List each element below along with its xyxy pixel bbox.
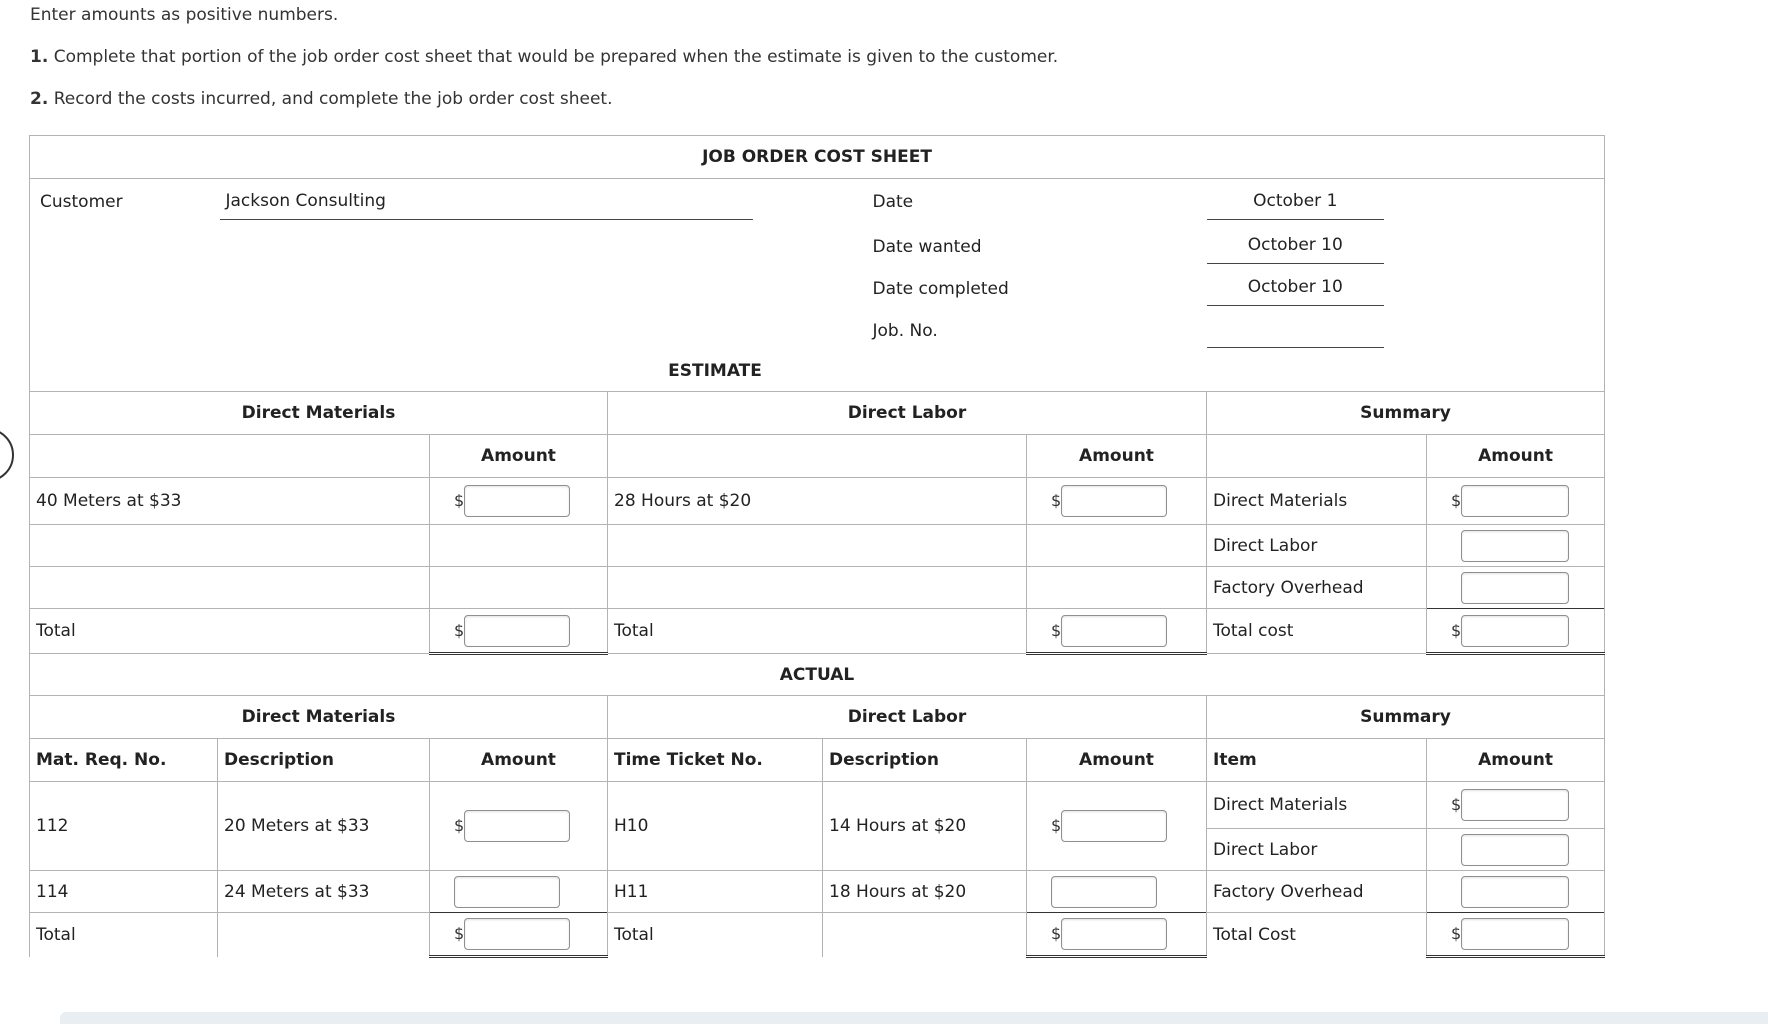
date-wanted-value: October 10 <box>1207 229 1385 264</box>
estimate-summary-total-label: Total cost <box>1207 609 1427 654</box>
instruction-2-number: 2. <box>30 89 49 109</box>
estimate-dm-amount-header: Amount <box>430 435 608 478</box>
estimate-summary-dl: Direct Labor <box>1207 525 1427 567</box>
dollar-sign: $ <box>1451 620 1462 640</box>
date-completed-value: October 10 <box>1207 271 1385 306</box>
dollar-sign: $ <box>1451 924 1462 943</box>
dollar-sign: $ <box>1051 816 1062 835</box>
instruction-1 <box>30 47 1058 67</box>
actual-dl-amount-2-input[interactable] <box>1051 876 1157 908</box>
job-order-cost-sheet <box>29 135 1605 958</box>
estimate-summary-foh-input[interactable] <box>1461 572 1569 604</box>
actual-dl-header: Direct Labor <box>608 696 1207 739</box>
customer-value: Jackson Consulting <box>220 185 753 220</box>
col-time-ticket-no: Time Ticket No. <box>608 739 823 782</box>
actual-summary-foh: Factory Overhead <box>1207 871 1427 913</box>
estimate-dl-header: Direct Labor <box>608 392 1207 435</box>
actual-dm-total-input[interactable] <box>464 918 570 950</box>
actual-mat-req-1: 112 <box>30 782 218 871</box>
actual-summary-dm: Direct Materials <box>1207 782 1427 829</box>
actual-ticket-1: H10 <box>608 782 823 871</box>
actual-title: ACTUAL <box>30 654 1605 696</box>
date-completed-label: Date completed <box>872 278 1009 299</box>
estimate-summary-amount-header: Amount <box>1427 435 1605 478</box>
estimate-dm-header: Direct Materials <box>30 392 608 435</box>
instruction-positive: Enter amounts as positive numbers. <box>30 5 339 25</box>
instruction-1-text: Complete that portion of the job order cost sheet that would be prepared when the estimate is given to the customer. <box>53 47 1059 67</box>
date-wanted-label: Date wanted <box>872 236 982 257</box>
dollar-sign: $ <box>1051 620 1062 640</box>
actual-dm-desc-2: 24 Meters at $33 <box>218 871 430 913</box>
actual-summary-header: Summary <box>1207 696 1605 739</box>
actual-dl-desc-2: 18 Hours at $20 <box>823 871 1027 913</box>
estimate-summary-dl-input[interactable] <box>1461 530 1569 562</box>
estimate-dm-total-input[interactable] <box>464 615 570 647</box>
job-no-value <box>1207 313 1385 348</box>
bottom-scroll-bar <box>60 1012 1768 1024</box>
job-no-label: Job. No. <box>872 320 938 341</box>
estimate-dl-total-label: Total <box>608 609 1027 654</box>
actual-summary-total-label: Total Cost <box>1207 913 1427 957</box>
actual-mat-req-2: 114 <box>30 871 218 913</box>
actual-dm-amount-2-input[interactable] <box>454 876 560 908</box>
estimate-dl-row1: 28 Hours at $20 <box>608 478 1027 525</box>
dollar-sign: $ <box>454 816 465 835</box>
actual-dl-amount-1-input[interactable] <box>1061 810 1167 842</box>
estimate-summary-header: Summary <box>1207 392 1605 435</box>
actual-dm-total-label: Total <box>30 913 218 957</box>
dollar-sign: $ <box>1051 491 1062 510</box>
dollar-sign: $ <box>454 491 465 510</box>
actual-dl-desc-1: 14 Hours at $20 <box>823 782 1027 871</box>
col-dm-amount: Amount <box>430 739 608 782</box>
actual-summary-dl: Direct Labor <box>1207 829 1427 871</box>
actual-summary-total-input[interactable] <box>1461 918 1569 950</box>
estimate-dl-amount-header: Amount <box>1027 435 1207 478</box>
estimate-dl-total-input[interactable] <box>1061 615 1167 647</box>
instruction-2 <box>30 89 613 109</box>
col-item: Item <box>1207 739 1427 782</box>
col-mat-req-no: Mat. Req. No. <box>30 739 218 782</box>
sheet-title: JOB ORDER COST SHEET <box>30 136 1605 179</box>
col-dl-description: Description <box>823 739 1027 782</box>
col-dm-description: Description <box>218 739 430 782</box>
estimate-dm-amount-input[interactable] <box>464 485 570 517</box>
instruction-2-text: Record the costs incurred, and complete the job order cost sheet. <box>53 89 613 109</box>
estimate-dl-amount-input[interactable] <box>1061 485 1167 517</box>
actual-ticket-2: H11 <box>608 871 823 913</box>
actual-dm-header: Direct Materials <box>30 696 608 739</box>
actual-dl-total-input[interactable] <box>1061 918 1167 950</box>
col-dl-amount: Amount <box>1027 739 1207 782</box>
estimate-summary-total-input[interactable] <box>1461 615 1569 647</box>
date-value: October 1 <box>1207 185 1385 220</box>
edge-circle-icon <box>0 428 14 482</box>
estimate-summary-dm-input[interactable] <box>1461 485 1569 517</box>
actual-summary-foh-input[interactable] <box>1461 876 1569 908</box>
actual-dm-desc-1: 20 Meters at $33 <box>218 782 430 871</box>
date-label: Date <box>872 192 914 213</box>
estimate-title: ESTIMATE <box>30 352 1605 392</box>
dollar-sign: $ <box>1051 924 1062 943</box>
estimate-summary-foh: Factory Overhead <box>1207 567 1427 609</box>
actual-summary-dm-input[interactable] <box>1461 789 1569 821</box>
dollar-sign: $ <box>454 924 465 943</box>
dollar-sign: $ <box>454 620 465 640</box>
customer-label: Customer <box>30 179 218 226</box>
estimate-dm-total-label: Total <box>30 609 430 654</box>
actual-dm-amount-1-input[interactable] <box>464 810 570 842</box>
col-summary-amount: Amount <box>1427 739 1605 782</box>
estimate-summary-dm: Direct Materials <box>1207 478 1427 525</box>
dollar-sign: $ <box>1451 491 1462 510</box>
instruction-1-number: 1. <box>30 47 49 67</box>
estimate-dm-row1: 40 Meters at $33 <box>30 478 430 525</box>
actual-summary-dl-input[interactable] <box>1461 834 1569 866</box>
dollar-sign: $ <box>1451 795 1462 814</box>
actual-dl-total-label: Total <box>608 913 823 957</box>
